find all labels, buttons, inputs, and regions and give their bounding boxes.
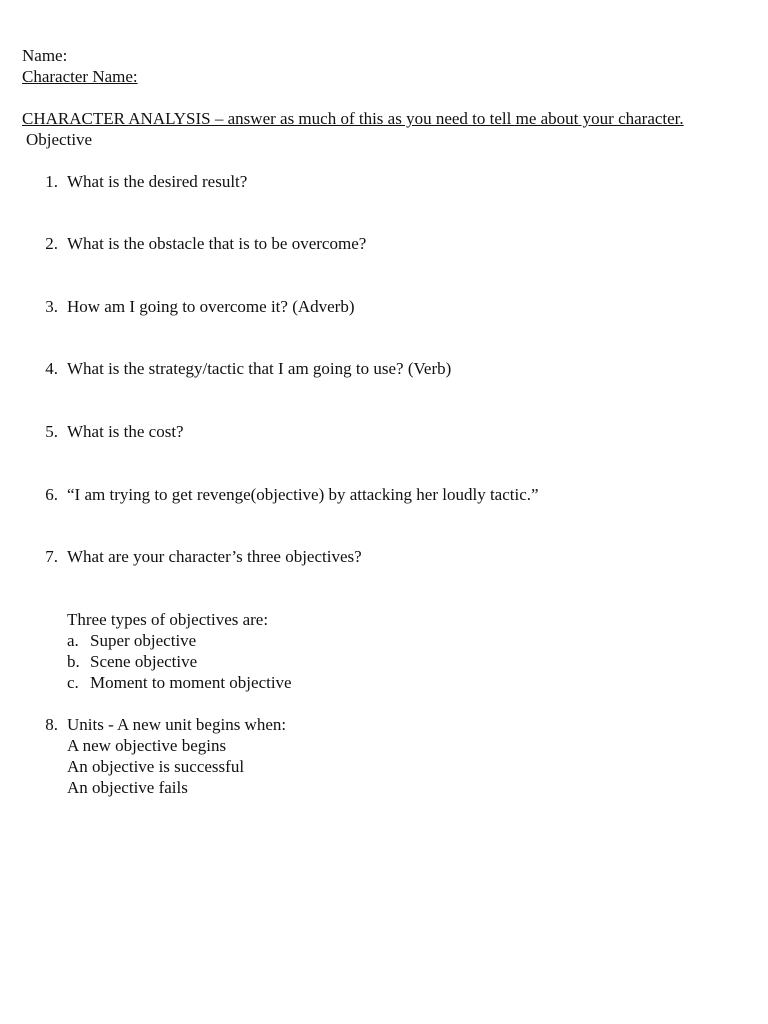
list-item-text: What is the desired result? [67, 172, 248, 191]
list-item-number: 8. [45, 715, 58, 734]
list-item-number: 3. [45, 297, 58, 316]
unit-condition-line: An objective is successful [67, 757, 245, 776]
sub-list-item-text: Moment to moment objective [90, 673, 292, 692]
list-item-number: 4. [45, 359, 58, 378]
list-item-number: 2. [45, 234, 58, 253]
name-label: Name: [22, 46, 68, 65]
unit-condition-line: A new objective begins [67, 736, 227, 755]
sub-list-item-letter: c. [67, 673, 79, 692]
sub-list-item-text: Super objective [90, 631, 197, 650]
sub-list-item-letter: a. [67, 631, 79, 650]
section-label-objective: Objective [26, 130, 93, 149]
list-item-text: What is the strategy/tactic that I am going to use? (Verb) [67, 359, 452, 378]
list-item-text: What is the cost? [67, 422, 184, 441]
list-item-text: How am I going to overcome it? (Adverb) [67, 297, 355, 316]
list-item-number: 7. [45, 547, 58, 566]
list-item-text: Units - A new unit begins when: [67, 715, 287, 734]
list-item-text: “I am trying to get revenge(objective) by attacking her loudly tactic.” [67, 485, 539, 504]
objective-types-intro: Three types of objectives are: [67, 610, 269, 629]
list-item-number: 6. [45, 485, 58, 504]
sub-list-item-letter: b. [67, 652, 80, 671]
list-item-number: 5. [45, 422, 58, 441]
list-item-number: 1. [45, 172, 58, 191]
unit-condition-line: An objective fails [67, 778, 188, 797]
sub-list-item-text: Scene objective [90, 652, 198, 671]
list-item-text: What are your character’s three objectives? [67, 547, 362, 566]
character-name-label: Character Name: [22, 67, 138, 86]
list-item-text: What is the obstacle that is to be overcome? [67, 234, 367, 253]
document-title: CHARACTER ANALYSIS – answer as much of this as you need to tell me about your character. [22, 109, 684, 128]
